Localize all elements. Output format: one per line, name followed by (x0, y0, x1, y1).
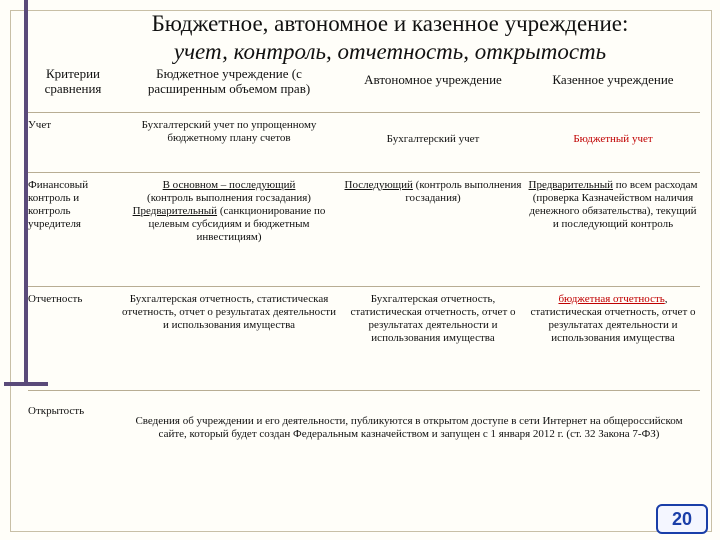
table-header-row (28, 58, 700, 112)
row-openness (28, 390, 700, 470)
header-autonomous: Автономное учреждение (364, 72, 502, 87)
control-budget-emphasis-1: В основном – последующий (162, 178, 296, 191)
control-state-emphasis: Предварительный (528, 178, 613, 191)
comparison-table (28, 58, 700, 470)
row-label-control: Финансовый контроль и контроль учредителя (28, 172, 118, 286)
title-line-2: учет, контроль, отчетность, открытость (173, 39, 607, 64)
control-state (526, 172, 700, 286)
reporting-autonomous: Бухгалтерская отчетность, статистическая отчетность, отчет о результатах деятельности и использования имущества (340, 286, 526, 390)
accounting-state: Бюджетный учет (526, 112, 700, 172)
control-budget-text-1: (контроль выполнения госзадания) (147, 191, 311, 204)
row-control (28, 172, 700, 286)
control-state-text: по всем расходам (проверка Казначейством наличия денежного обязательства), текущий и последующий контроль (529, 178, 698, 230)
row-label-reporting: Отчетность (28, 286, 118, 390)
control-autonomous (340, 172, 526, 286)
header-criteria: Критерии сравнения (44, 66, 102, 96)
header-state: Казенное учреждение (552, 72, 674, 87)
header-budget: Бюджетное учреждение (с расширенным объемом прав) (147, 66, 311, 96)
title-line-1: Бюджетное, автономное и казенное учреждение: (151, 11, 629, 36)
control-autonomous-text: (контроль выполнения госзадания) (405, 178, 522, 204)
accounting-budget: Бухгалтерский учет по упрощенному бюджетному плану счетов (118, 112, 340, 172)
control-autonomous-emphasis: Последующий (344, 178, 413, 191)
control-budget (118, 172, 340, 286)
control-budget-emphasis-2: Предварительный (132, 204, 218, 217)
row-label-accounting: Учет (28, 112, 118, 172)
row-accounting (28, 112, 700, 172)
reporting-state (526, 286, 700, 390)
reporting-state-emphasis: бюджетная отчетность (558, 292, 665, 305)
control-budget-text-2: (санкционирование по целевым субсидиям и бюджетным инвестициям) (148, 204, 326, 243)
accounting-autonomous: Бухгалтерский учет (340, 112, 526, 172)
openness-text: Сведения об учреждении и его деятельности, публикуются в открытом доступе в сети Интернет на общероссийском сайте, который будет создан Федеральным казначейством и запущен с 1 января 2012 г. (ст. 32 Закона 7-ФЗ) (118, 390, 700, 470)
row-label-openness: Открытость (28, 390, 118, 470)
reporting-budget: Бухгалтерская отчетность, статистическая отчетность, отчет о результатах деятельности и использования имущества (118, 286, 340, 390)
page-number-badge: 20 (656, 504, 708, 534)
row-reporting (28, 286, 700, 390)
reporting-state-text: , статистическая отчетность, отчет о результатах деятельности и использования имущества (530, 292, 696, 344)
